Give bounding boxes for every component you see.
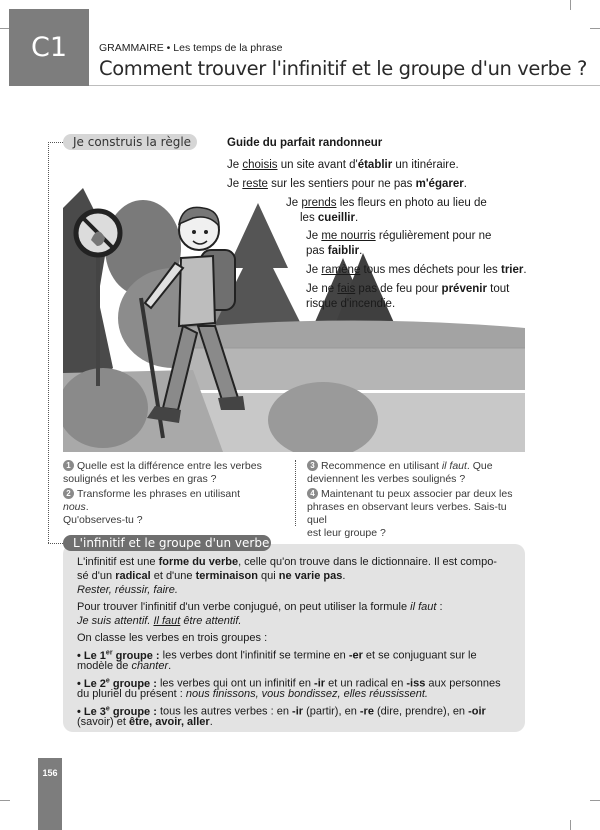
question-divider [295,460,296,526]
guide-title: Guide du parfait randonneur [227,137,383,149]
crop-mark [570,820,571,830]
rule-group-3: • Le 3e groupe : tous les autres verbes : en -ir (partir), en -re (dire, prendre), en -oir [77,705,486,718]
rule-example-1: Rester, réussir, faire. [77,584,178,596]
guide-line-6: Je ne fais pas de feu pour prévenir tout [306,283,510,295]
question-1: 1 Quelle est la différence entre les verbes soulignés et les verbes en gras ? [63,460,262,485]
question-4: 4 Maintenant tu peux associer par deux les phrases en observant leurs verbes. Sais-tu quel est leur groupe ? [307,488,513,539]
guide-line-1: Je choisis un site avant d'établir un itinéraire. [227,159,459,171]
chapter-badge: C1 [9,9,89,86]
rule-group-2: • Le 2e groupe : les verbes qui ont un infinitif en -ir et un radical en -iss aux personnes [77,677,501,690]
section-dotted-line [48,142,63,143]
section-label-regle: Je construis la règle [63,134,197,150]
page-title: Comment trouver l'infinitif et le groupe d'un verbe ? [99,57,587,80]
page-number: 156 [42,768,58,778]
section-dotted-line [48,543,63,544]
rule-group-3b: (savoir) et être, avoir, aller. [77,716,213,728]
header-category: GRAMMAIRE • Les temps de la phrase [99,42,283,54]
guide-line-6b: risque d'incendie. [306,298,396,310]
guide-line-4: Je me nourris régulièrement pour ne [306,230,492,242]
guide-line-3b: les cueillir. [300,212,359,224]
rule-example-2: Je suis attentif. Il faut être attentif. [77,615,242,627]
question-3: 3 Recommence en utilisant il faut. Que deviennent les verbes soulignés ? [307,460,493,485]
question-number: 2 [63,488,74,499]
guide-line-3: Je prends les fleurs en photo au lieu de [286,197,487,209]
section-dotted-line [48,142,49,543]
crop-mark [570,0,571,10]
guide-line-4b: pas faiblir. [306,245,363,257]
question-2: 2 Transforme les phrases en utilisant nous. Qu'observes-tu ? [63,488,241,526]
question-number: 4 [307,488,318,499]
header-rule [89,85,600,86]
rule-p1b: sé d'un radical et d'une terminaison qui ne varie pas. [77,570,346,582]
rule-group-1: • Le 1er groupe : les verbes dont l'infinitif se termine en -er et se conjuguant sur le [77,649,477,662]
hiker-illustration [63,148,525,452]
question-number: 1 [63,460,74,471]
crop-mark [0,800,10,801]
question-number: 3 [307,460,318,471]
crop-mark [590,28,600,29]
rule-p1: L'infinitif est une forme du verbe, celle qu'on trouve dans le dictionnaire. Il est compo- [77,556,497,568]
crop-mark [590,800,600,801]
rule-p3: On classe les verbes en trois groupes : [77,632,268,644]
rule-group-2b: du pluriel du présent : nous finissons, vous bondissez, elles réussissent. [77,688,428,700]
rule-p2: Pour trouver l'infinitif d'un verbe conjugué, on peut utiliser la formule il faut : [77,601,443,613]
guide-line-2: Je reste sur les sentiers pour ne pas m'égarer. [227,178,467,190]
guide-line-5: Je ramène tous mes déchets pour les trier. [306,264,527,276]
section-label-infinitif: L'infinitif et le groupe d'un verbe [63,535,271,551]
rule-group-1b: modèle de chanter. [77,660,172,672]
